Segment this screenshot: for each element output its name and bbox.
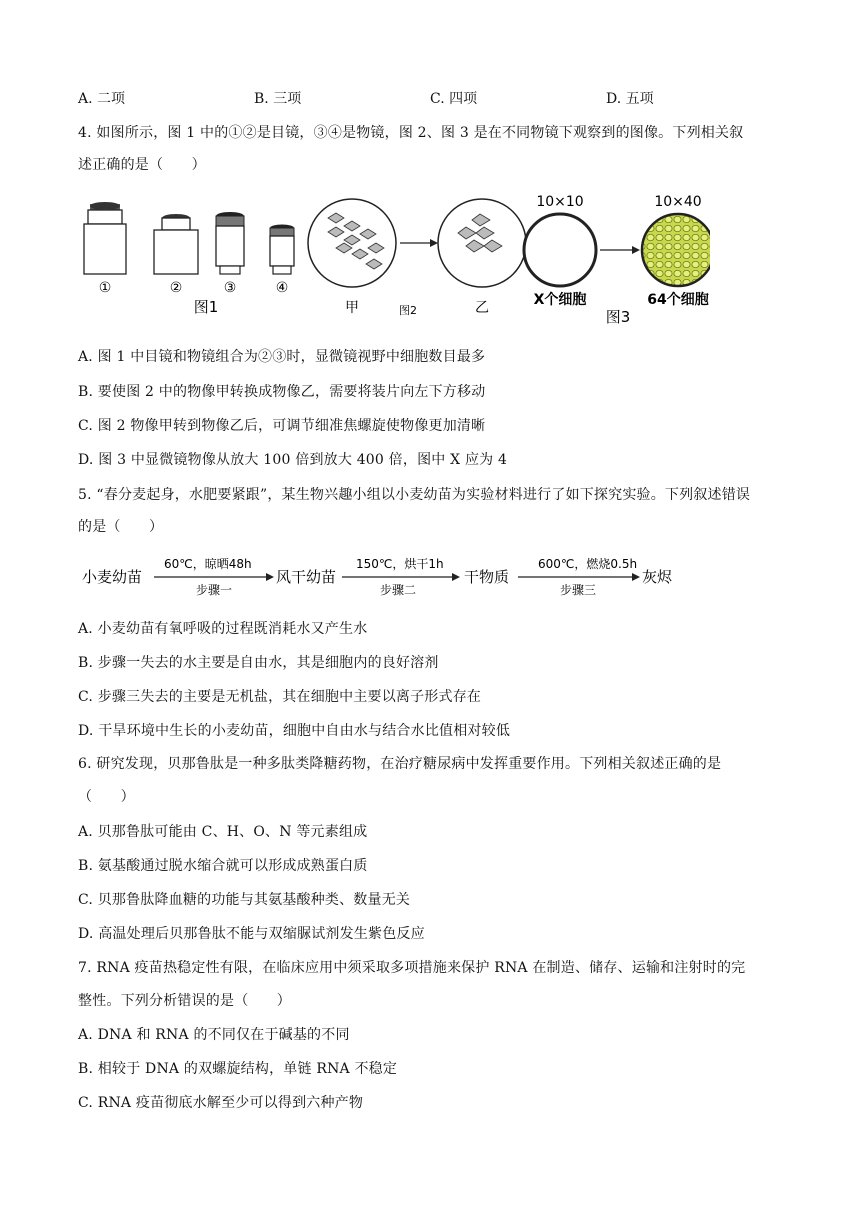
arrowhead-mag-change — [632, 246, 640, 254]
mag-10x40: 10×40 — [654, 194, 702, 210]
q7-stem-line1: 7. RNA 疫苗热稳定性有限，在临床应用中须采取多项措施来保护 RNA 在制造、储存、运输和注射时的完 — [78, 960, 746, 976]
flow-node-1: 小麦幼苗 — [82, 568, 143, 586]
q4-stem-line1: 4. 如图所示，图 1 中的①②是目镜，③④是物镜，图 2、图 3 是在不同物镜下观察到的图像。下列相关叙 — [78, 125, 744, 141]
objective-4-icon — [270, 225, 294, 275]
flow-arrowhead-3 — [632, 573, 640, 581]
label-yi: 乙 — [475, 300, 489, 316]
q7-option-b: B. 相较于 DNA 的双螺旋结构，单链 RNA 不稳定 — [78, 1061, 398, 1077]
flow-step2-condition: 150℃，烘干1h — [356, 557, 444, 571]
fig2-caption: 图2 — [399, 304, 417, 317]
x-cells-label: X个细胞 — [533, 292, 587, 308]
flow-step1-label: 步骤一 — [195, 583, 233, 597]
lens-label-3: ③ — [223, 280, 237, 296]
q7-stem-line2: 整性。下列分析错误的是（ ） — [78, 993, 291, 1009]
q7-option-c: C. RNA 疫苗彻底水解至少可以得到六种产物 — [78, 1095, 364, 1111]
lens-label-4: ④ — [275, 280, 289, 296]
flow-node-2: 风干幼苗 — [276, 568, 337, 586]
cells-field-icon — [642, 214, 710, 286]
arrowhead-jia-to-yi — [430, 239, 438, 247]
flow-node-3: 干物质 — [464, 568, 510, 586]
mag-10x10: 10×10 — [536, 194, 584, 210]
lens-label-1: ① — [98, 280, 112, 296]
eyepiece-2-icon — [154, 214, 198, 274]
q6-option-d: D. 高温处理后贝那鲁肽不能与双缩脲试剂发生紫色反应 — [78, 926, 425, 942]
field-jia-icon — [308, 199, 396, 287]
q3-option-d: D. 五项 — [606, 91, 654, 107]
flow-arrowhead-1 — [266, 573, 274, 581]
flow-step3-condition: 600℃，燃烧0.5h — [538, 557, 638, 571]
q3-option-a: A. 二项 — [78, 91, 126, 107]
q5-option-b: B. 步骤一失去的水主要是自由水，其是细胞内的良好溶剂 — [78, 655, 439, 671]
q5-stem-line1: 5. “春分麦起身，水肥要紧跟”，某生物兴趣小组以小麦幼苗为实验材料进行了如下探究实验。下列叙述错误 — [78, 487, 751, 503]
q4-stem-line2: 述正确的是（ ） — [78, 157, 206, 173]
q4-microscope-figure — [70, 188, 710, 328]
q5-flow-diagram — [70, 550, 680, 600]
flow-node-4: 灰烬 — [642, 568, 673, 586]
fig3-caption: 图3 — [605, 308, 631, 326]
q6-option-c: C. 贝那鲁肽降血糖的功能与其氨基酸种类、数量无关 — [78, 892, 411, 908]
fig1-caption: 图1 — [193, 298, 219, 316]
empty-field-icon — [524, 214, 596, 286]
objective-3-icon — [216, 212, 244, 274]
q5-option-a: A. 小麦幼苗有氧呼吸的过程既消耗水又产生水 — [78, 621, 368, 637]
flow-step3-label: 步骤三 — [559, 583, 597, 597]
q7-option-a: A. DNA 和 RNA 的不同仅在于碱基的不同 — [78, 1027, 350, 1043]
flow-arrowhead-2 — [452, 573, 460, 581]
q4-option-a: A. 图 1 中目镜和物镜组合为②③时，显微镜视野中细胞数目最多 — [78, 349, 486, 365]
field-yi-icon — [438, 199, 526, 287]
q4-option-b: B. 要使图 2 中的物像甲转换成物像乙，需要将装片向左下方移动 — [78, 384, 486, 400]
q4-option-c: C. 图 2 物像甲转到物像乙后，可调节细准焦螺旋使物像更加清晰 — [78, 418, 486, 434]
label-jia: 甲 — [345, 300, 359, 316]
lens-label-2: ② — [169, 280, 183, 296]
cells-64-label: 64个细胞 — [647, 292, 709, 308]
flow-step1-condition: 60℃，晾晒48h — [164, 557, 252, 571]
q6-stem-line2: （ ） — [78, 789, 135, 805]
flow-step2-label: 步骤二 — [379, 583, 417, 597]
q6-option-b: B. 氨基酸通过脱水缩合就可以形成成熟蛋白质 — [78, 858, 368, 874]
q4-option-d: D. 图 3 中显微镜物像从放大 100 倍到放大 400 倍，图中 X 应为 4 — [78, 452, 508, 468]
q5-option-c: C. 步骤三失去的主要是无机盐，其在细胞中主要以离子形式存在 — [78, 689, 482, 705]
eyepiece-1-icon — [84, 202, 126, 274]
q5-stem-line2: 的是（ ） — [78, 519, 164, 535]
q3-option-b: B. 三项 — [254, 91, 302, 107]
q6-option-a: A. 贝那鲁肽可能由 C、H、O、N 等元素组成 — [78, 824, 368, 840]
q6-stem-line1: 6. 研究发现，贝那鲁肽是一种多肽类降糖药物，在治疗糖尿病中发挥重要作用。下列相关叙述正确的是 — [78, 756, 722, 772]
q3-option-c: C. 四项 — [430, 91, 478, 107]
q5-option-d: D. 干旱环境中生长的小麦幼苗，细胞中自由水与结合水比值相对较低 — [78, 723, 511, 739]
